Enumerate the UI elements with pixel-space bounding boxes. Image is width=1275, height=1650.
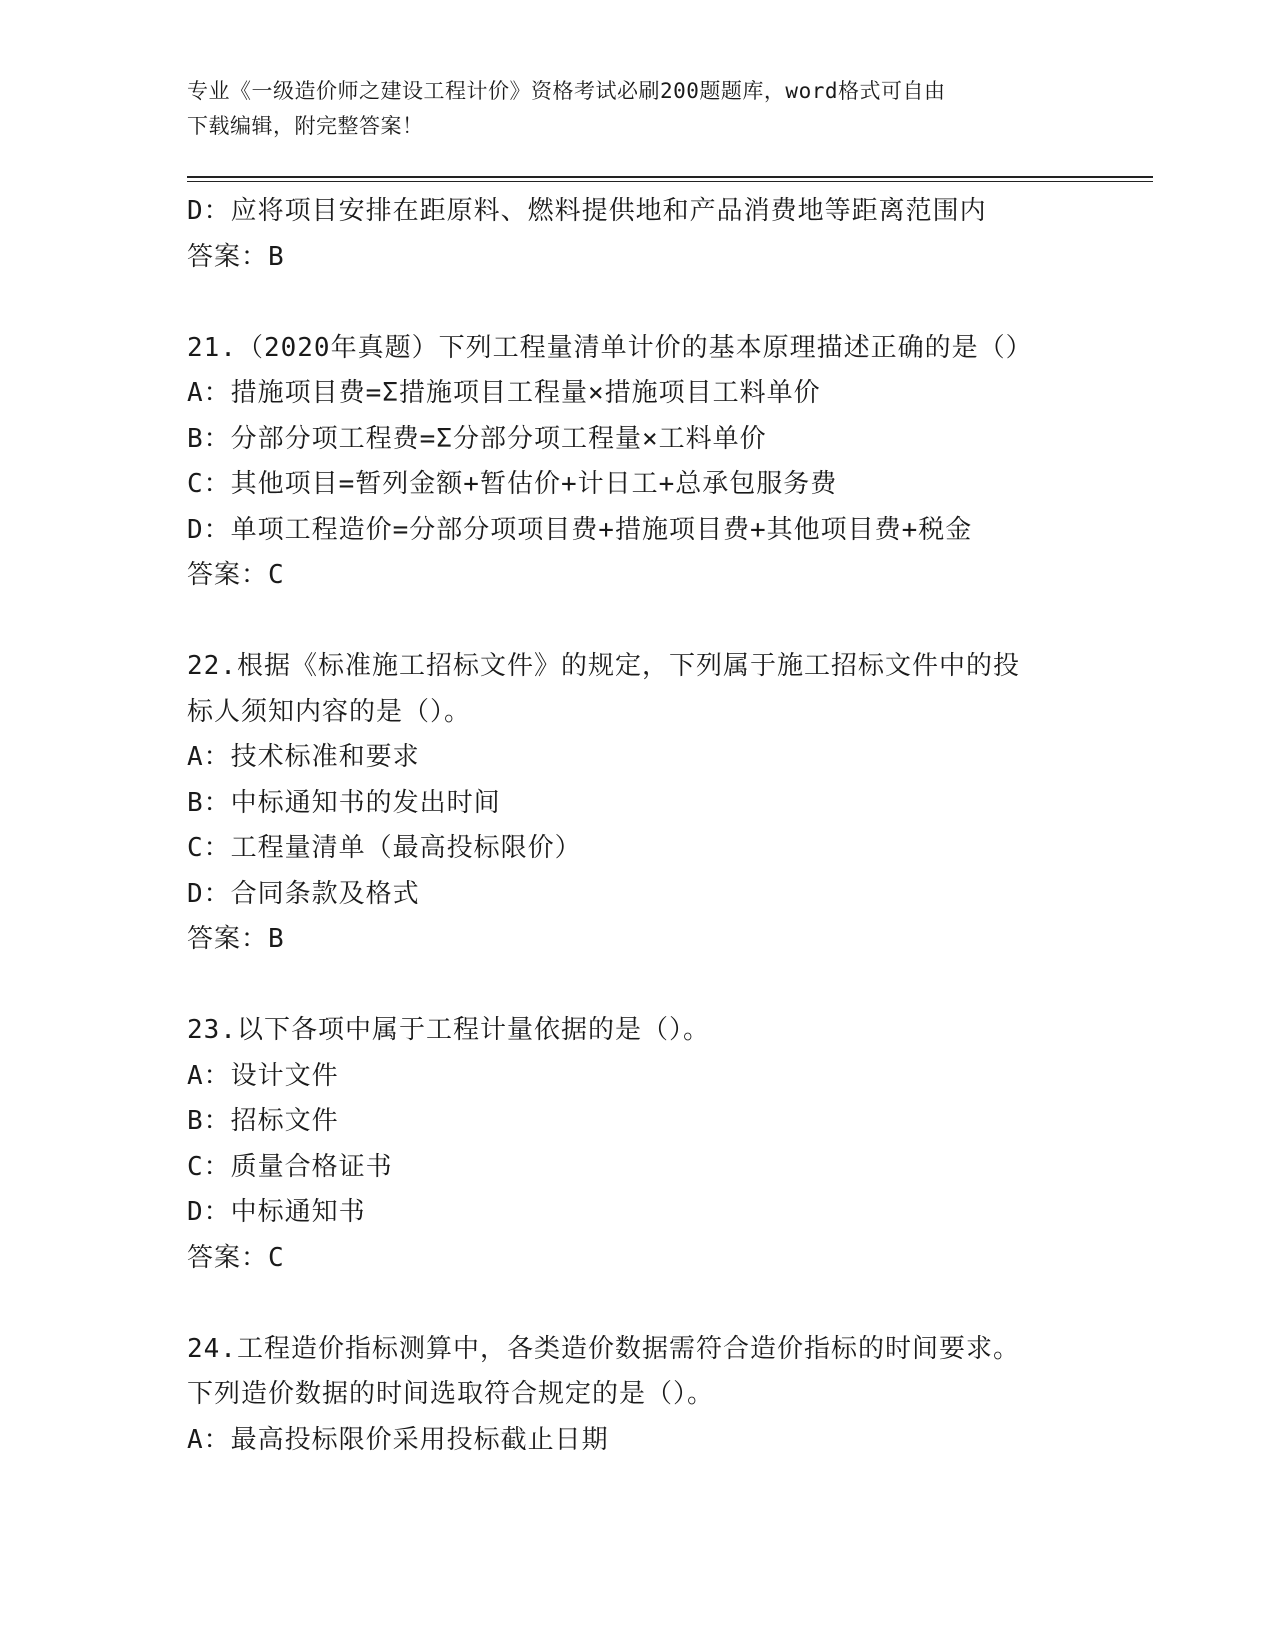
question-stem-continued: 下列造价数据的时间选取符合规定的是（）。 — [187, 1379, 715, 1409]
answer — [187, 917, 1153, 963]
question-stem-continued: 标人须知内容的是（）。 — [187, 696, 472, 727]
answer-label: 答案： — [187, 560, 269, 590]
answer-label: 答案： — [187, 1242, 269, 1273]
option-d: D：应将项目安排在距原料、燃料提供地和产品消费地等距离范围内 — [187, 196, 987, 226]
question-23 — [187, 1008, 1153, 1281]
option-d: D：合同条款及格式 — [187, 878, 420, 909]
question-stem: 21.（2020年真题）下列工程量清单计价的基本原理描述正确的是（） — [187, 332, 1033, 363]
option-b: B：招标文件 — [187, 1106, 339, 1136]
answer-label: 答案： — [187, 924, 269, 954]
document-body — [187, 189, 1153, 1463]
answer-value: B — [268, 241, 285, 272]
option-a: A：最高投标限价采用投标截止日期 — [187, 1424, 609, 1455]
answer-value: C — [268, 560, 285, 590]
answer — [187, 1236, 1153, 1282]
question-24 — [187, 1327, 1153, 1464]
answer — [187, 235, 1153, 281]
answer-label: 答案： — [187, 241, 269, 272]
question-22 — [187, 644, 1153, 963]
option-d: D：单项工程造价=分部分项项目费+措施项目费+其他项目费+税金 — [187, 514, 973, 545]
answer-value: B — [268, 924, 285, 954]
option-c: C：工程量清单（最高投标限价） — [187, 833, 582, 863]
option-a: A：技术标准和要求 — [187, 742, 420, 772]
header-line-1: 专业《一级造价师之建设工程计价》资格考试必刷200题题库，word格式可自由 — [187, 79, 946, 103]
option-d: D：中标通知书 — [187, 1197, 366, 1227]
question-stem: 23.以下各项中属于工程计量依据的是（）。 — [187, 1015, 710, 1045]
option-c: C：其他项目=暂列金额+暂估价+计日工+总承包服务费 — [187, 469, 838, 499]
page-header — [187, 74, 1067, 144]
header-line-2: 下载编辑，附完整答案！ — [187, 114, 424, 138]
option-a: A：设计文件 — [187, 1060, 339, 1091]
question-stem: 22.根据《标准施工招标文件》的规定，下列属于施工招标文件中的投 — [187, 651, 1020, 681]
header-divider — [187, 176, 1153, 178]
question-21 — [187, 326, 1153, 599]
option-b: B：分部分项工程费=Σ分部分项工程量×工料单价 — [187, 423, 767, 454]
answer — [187, 553, 1153, 599]
option-b: B：中标通知书的发出时间 — [187, 787, 501, 818]
answer-value: C — [268, 1242, 285, 1273]
question-stem: 24.工程造价指标测算中，各类造价数据需符合造价指标的时间要求。 — [187, 1333, 1020, 1364]
option-c: C：质量合格证书 — [187, 1151, 393, 1182]
option-a: A：措施项目费=Σ措施项目工程量×措施项目工料单价 — [187, 378, 821, 408]
